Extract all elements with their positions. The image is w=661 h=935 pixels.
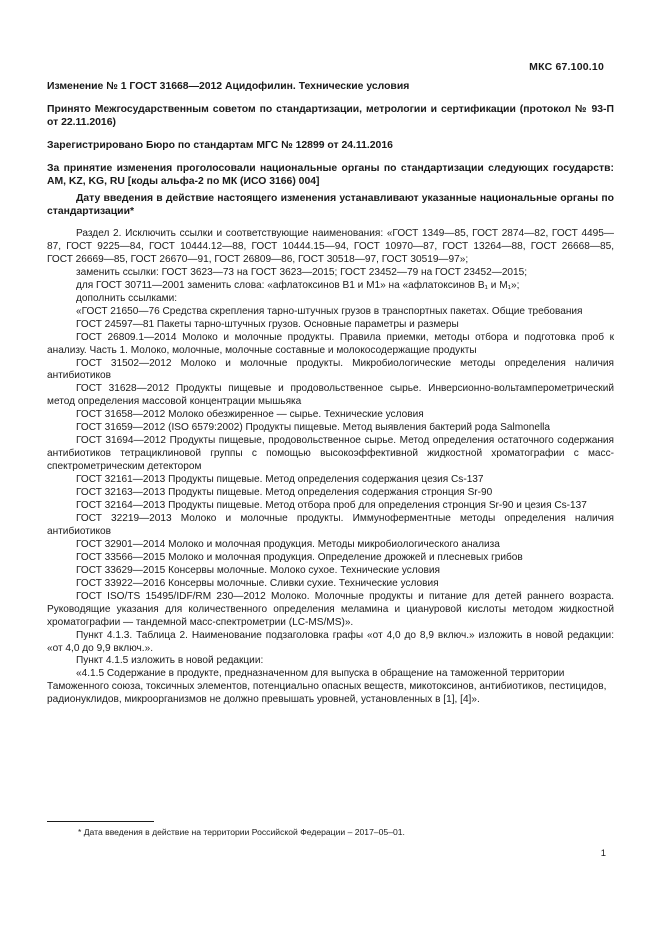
ref-item: ГОСТ 32163—2013 Продукты пищевые. Метод определения содержания стронция Sr-90 [76, 487, 493, 499]
ref-item: ГОСТ 32164—2013 Продукты пищевые. Метод отбора проб для определения стронция Sr-90 и цезия Cs-137 [76, 500, 587, 512]
page-number: 1 [600, 848, 606, 859]
ref-item: ГОСТ 33566—2015 Молоко и молочная продукция. Определение дрожжей и плесневых грибов [76, 551, 523, 563]
adopted-statement: Принято Межгосударственным советом по стандартизации, метрологии и сертификации (протокол № 93-П от 22.11.2016) [47, 104, 614, 128]
ref-item: ГОСТ 31659—2012 (ISO 6579:2002) Продукты пищевые. Метод выявления бактерий рода Salmonella [76, 422, 551, 434]
ref-item: ГОСТ 33922—2016 Консервы молочные. Сливки сухие. Технические условия [76, 577, 439, 589]
ref-item: ГОСТ 31502—2012 Молоко и молочные продукты. Микробиологические методы определения наличия антибиотиков [47, 357, 614, 382]
footnote: * Дата введения в действие на территории Российской Федерации – 2017–05–01. [78, 827, 405, 837]
item-4-1-5-text: «4.1.5 Содержание в продукте, предназначенном для выпуска в обращение на таможенной территории Таможенного союза, токсичных элементов, потенциально опасных веществ, микотоксинов, антибиотиков, пестицидов, радионуклидов, микроорганизмов не должно превышать уровней, установленных в [1], [4]». [47, 668, 607, 706]
ref-item: ГОСТ 26809.1—2014 Молоко и молочные продукты. Правила приемки, методы отбора и подготовка проб к анализу. Часть 1. Молоко, молочные, молочные составные и молокосодержащие продукты [47, 331, 614, 356]
ref-item: ГОСТ ISO/TS 15495/IDF/RM 230—2012 Молоко. Молочные продукты и питание для детей раннего возраста. Руководящие указания для количественного определения меламина и циануровой кислоты методом жидкостной хроматографии — тандемной масс-спектрометрии (LC-MS/MS)». [47, 590, 614, 628]
amendment-body [47, 228, 614, 707]
amendment-header [47, 80, 614, 218]
add-refs: дополнить ссылками: [76, 292, 178, 304]
ref-item: ГОСТ 24597—81 Пакеты тарно-штучных грузов. Основные параметры и размеры [76, 318, 459, 330]
ref-item: ГОСТ 31628—2012 Продукты пищевые и продовольственное сырье. Инверсионно-вольтамперометрический метод определения массовой концентрации мышьяка [47, 383, 614, 408]
voting-statement: За принятие изменения проголосовали национальные органы по стандартизации следующих государств: AM, KZ, KG, RU [коды альфа-2 по МК (ИСО 3166) 004] [47, 163, 614, 187]
replace-refs: заменить ссылки: ГОСТ 3623—73 на ГОСТ 3623—2015; ГОСТ 23452—79 на ГОСТ 23452—2015; [76, 266, 528, 278]
ref-item: ГОСТ 32161—2013 Продукты пищевые. Метод определения содержания цезия Cs-137 [76, 474, 484, 486]
replace-words: для ГОСТ 30711—2001 заменить слова: «афлатоксинов В1 и М1» на «афлатоксинов B₁ и M₁»; [76, 279, 520, 291]
item-4-1-5-heading: Пункт 4.1.5 изложить в новой редакции: [76, 655, 264, 667]
registration-statement: Зарегистрировано Бюро по стандартам МГС № 12899 от 24.11.2016 [47, 140, 393, 151]
footnote-separator [47, 821, 154, 822]
ref-item: ГОСТ 32901—2014 Молоко и молочная продукция. Методы микробиологического анализа [76, 538, 500, 550]
ref-item: «ГОСТ 21650—76 Средства скрепления тарно-штучных грузов в транспортных пакетах. Общие требования [76, 305, 583, 317]
ref-item: ГОСТ 31694—2012 Продукты пищевые, продовольственное сырье. Метод определения остаточного содержания антибиотиков тетрациклиновой группы с помощью высокоэффективной жидкостной хроматографии с масс-спектрометрическим детектором [47, 435, 614, 473]
effective-date-statement: Дату введения в действие настоящего изменения устанавливают указанные национальные органы по стандартизации* [47, 193, 614, 217]
ref-item: ГОСТ 31658—2012 Молоко обезжиренное — сырье. Технические условия [76, 409, 424, 421]
section2-intro: Раздел 2. Исключить ссылки и соответствующие наименования: «ГОСТ 1349—85, ГОСТ 2874—82, ГОСТ 4495—87, ГОСТ 9225—84, ГОСТ 10444.12—88, ГОСТ 10444.15—94, ГОСТ 10970—87, ГОСТ 13264—88, ГОСТ 26668—85, ГОСТ 26669—85, ГОСТ 26670—91, ГОСТ 26809—86, ГОСТ 30518—97, ГОСТ 30519—97»; [47, 228, 614, 265]
amendment-title: Изменение № 1 ГОСТ 31668—2012 Ацидофилин. Технические условия [47, 81, 410, 92]
classification-code: МКС 67.100.10 [529, 61, 604, 73]
ref-item: ГОСТ 33629—2015 Консервы молочные. Молоко сухое. Технические условия [76, 564, 440, 576]
item-4-1-3: Пункт 4.1.3. Таблица 2. Наименование подзаголовка графы «от 4,0 до 8,9 включ.» изложить в новой редакции: «от 4,0 до 9,9 включ.». [47, 629, 614, 654]
ref-item: ГОСТ 32219—2013 Молоко и молочные продукты. Иммуноферментные методы определения наличия антибиотиков [47, 512, 614, 537]
